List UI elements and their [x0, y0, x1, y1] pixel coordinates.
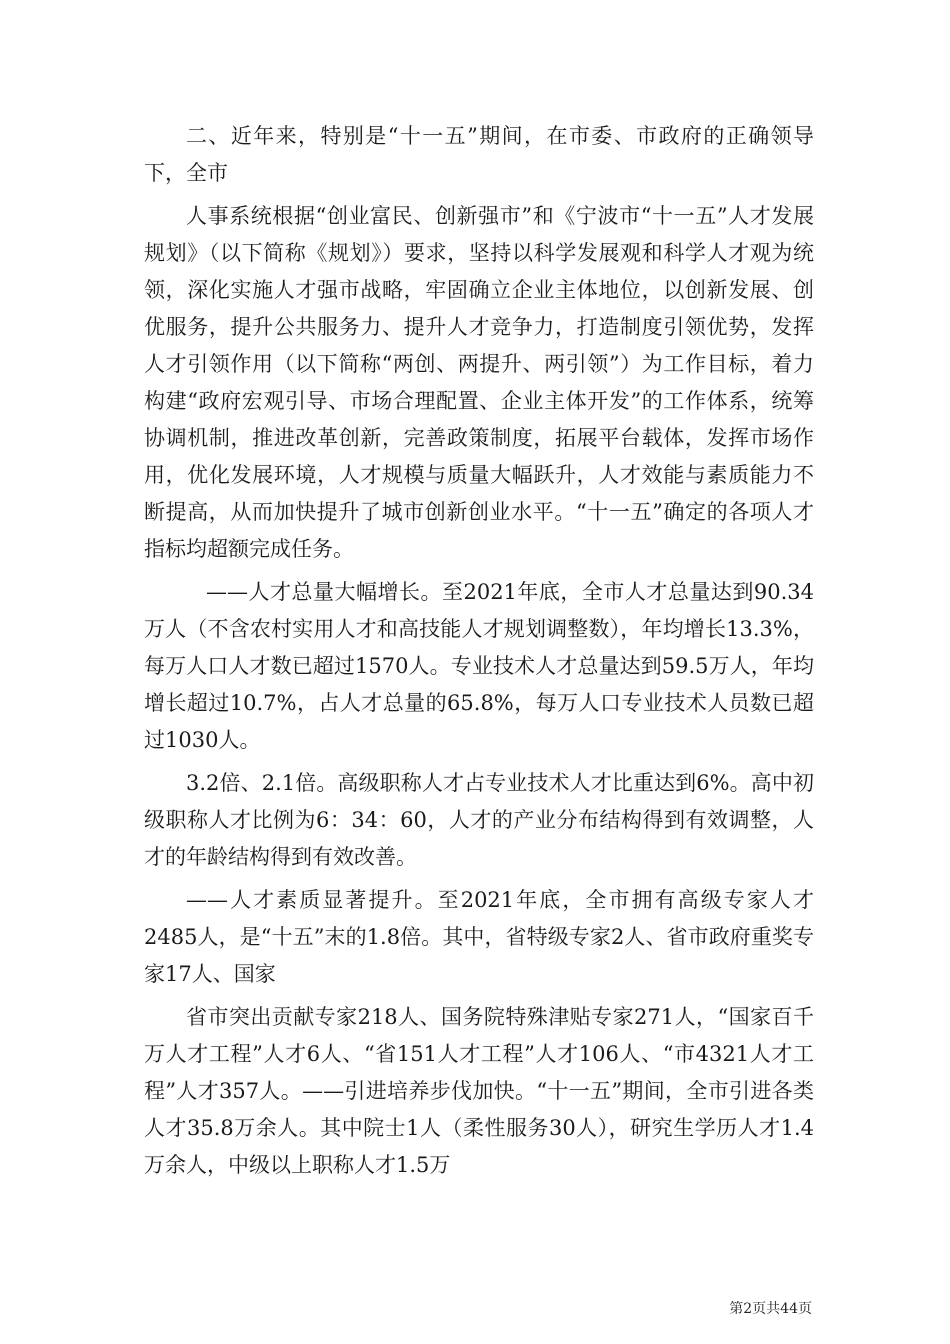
paragraph-3: ——人才总量大幅增长。至2021年底，全市人才总量达到90.34万人（不含农村实用人才和高技能人才规划调整数），年均增长13.3%，每万人口人才数已超过1570人。专业技术人才总量达到59.5万人，年均增长超过10.7%，占人才总量的65.8%，每万人口专业技术人员数已超过1030人。 — [144, 580, 814, 752]
paragraph-1: 二、近年来，特别是“十一五”期间，在市委、市政府的正确领导下，全市 — [144, 124, 814, 185]
paragraph-2: 人事系统根据“创业富民、创新强市”和《宁波市“十一五”人才发展规划》（以下简称《规划》）要求，坚持以科学发展观和科学人才观为统领，深化实施人才强市战略，牢固确立企业主体地位，以创新发展、创优服务，提升公共服务力、提升人才竞争力，打造制度引领优势，发挥人才引领作用（以下简称“两创、两提升、两引领”）为工作目标，着力构建“政府宏观引导、市场合理配置、企业主体开发”的工作体系，统筹协调机制，推进改革创新，完善政策制度，拓展平台载体，发挥市场作用，优化发展环境，人才规模与质量大幅跃升，人才效能与素质能力不断提高，从而加快提升了城市创新创业水平。“十一五”确定的各项人才指标均超额完成任务。 — [144, 204, 814, 561]
paragraph-5: ——人才素质显著提升。至2021年底，全市拥有高级专家人才2485人，是“十五”末的1.8倍。其中，省特级专家2人、省市政府重奖专家17人、国家 — [144, 888, 814, 986]
document-body — [144, 118, 814, 1190]
page-number: 第2页共44页 — [729, 1301, 812, 1317]
paragraph-6: 省市突出贡献专家218人、国务院特殊津贴专家271人，“国家百千万人才工程”人才6人、“省151人才工程”人才106人、“市4321人才工程”人才357人。——引进培养步伐加快。“十一五”期间，全市引进各类人才35.8万余人。其中院士1人（柔性服务30人），研究生学历人才1.4万余人，中级以上职称人才1.5万 — [144, 1005, 814, 1177]
paragraph-4: 3.2倍、2.1倍。高级职称人才占专业技术人才比重达到6%。高中初级职称人才比例为6：34：60，人才的产业分布结构得到有效调整，人才的年龄结构得到有效改善。 — [144, 771, 814, 869]
